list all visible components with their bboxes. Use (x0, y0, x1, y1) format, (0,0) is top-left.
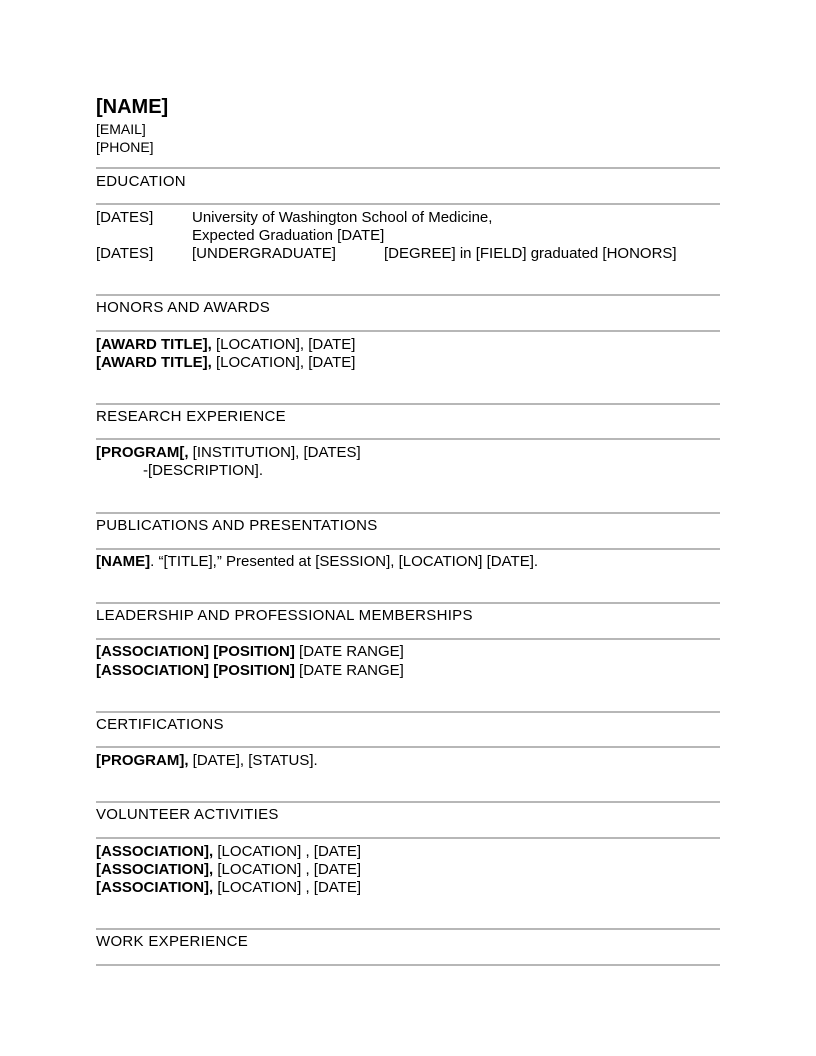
candidate-name: [NAME] (96, 96, 169, 118)
section-title-publications: PUBLICATIONS AND PRESENTATIONS (96, 517, 378, 534)
section-divider (96, 928, 720, 930)
section-title-volunteer: VOLUNTEER ACTIVITIES (96, 806, 279, 823)
membership-item: [ASSOCIATION] [POSITION] [DATE RANGE] (96, 643, 404, 660)
certification-item: [PROGRAM], [DATE], [STATUS]. (96, 752, 318, 769)
section-title-research: RESEARCH EXPERIENCE (96, 408, 286, 425)
section-divider (96, 403, 720, 405)
education-undergraduate: [UNDERGRADUATE] (192, 245, 336, 262)
membership-item: [ASSOCIATION] [POSITION] [DATE RANGE] (96, 662, 404, 679)
section-title-work: WORK EXPERIENCE (96, 933, 249, 950)
section-divider (96, 167, 720, 169)
section-title-certifications: CERTIFICATIONS (96, 716, 224, 733)
education-graduation: Expected Graduation [DATE] (192, 227, 385, 244)
publication-item: [NAME]. “[TITLE],” Presented at [SESSION], [LOCATION] [DATE]. (96, 553, 539, 570)
section-title-leadership: LEADERSHIP AND PROFESSIONAL MEMBERSHIPS (96, 607, 473, 624)
section-title-honors: HONORS AND AWARDS (96, 299, 271, 316)
phone-text: [PHONE] (96, 139, 154, 155)
education-school: University of Washington School of Medicine, (192, 209, 493, 226)
email-text: [EMAIL] (96, 121, 146, 137)
volunteer-item: [ASSOCIATION], [LOCATION] , [DATE] (96, 879, 362, 896)
award-item: [AWARD TITLE], [LOCATION], [DATE] (96, 354, 356, 371)
section-divider (96, 964, 720, 966)
education-dates: [DATES] (96, 209, 154, 226)
education-dates: [DATES] (96, 245, 154, 262)
section-divider (96, 438, 720, 440)
research-item: [PROGRAM[, [INSTITUTION], [DATES] (96, 444, 361, 461)
education-degree: [DEGREE] in [FIELD] graduated [HONORS] (384, 245, 677, 262)
section-divider (96, 203, 720, 205)
volunteer-item: [ASSOCIATION], [LOCATION] , [DATE] (96, 843, 362, 860)
volunteer-item: [ASSOCIATION], [LOCATION] , [DATE] (96, 861, 362, 878)
section-divider (96, 602, 720, 604)
section-divider (96, 711, 720, 713)
section-divider (96, 801, 720, 803)
section-divider (96, 512, 720, 514)
section-divider (96, 294, 720, 296)
section-title-education: EDUCATION (96, 173, 186, 190)
section-divider (96, 837, 720, 839)
section-divider (96, 638, 720, 640)
section-divider (96, 330, 720, 332)
section-divider (96, 548, 720, 550)
research-description: -[DESCRIPTION]. (143, 462, 264, 479)
award-item: [AWARD TITLE], [LOCATION], [DATE] (96, 336, 356, 353)
section-divider (96, 746, 720, 748)
